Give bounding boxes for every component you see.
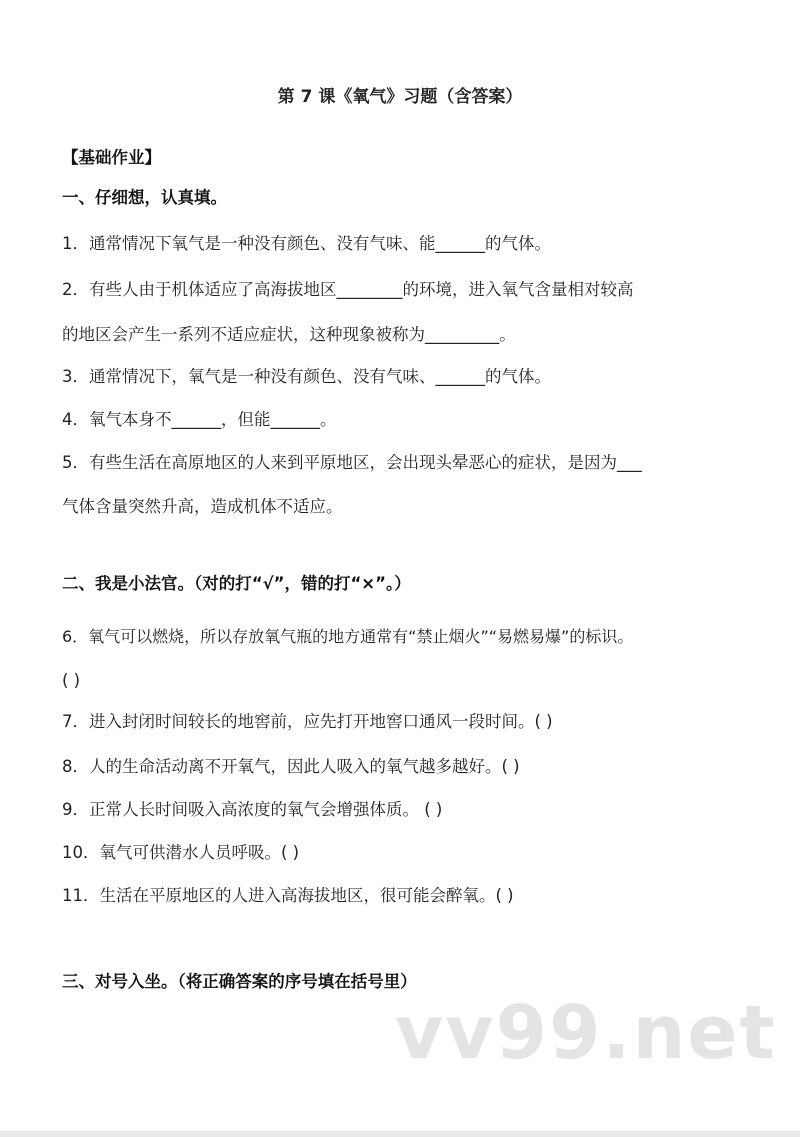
question-line: 7．进入封闭时间较长的地窖前，应先打开地窖口通风一段时间。( ) bbox=[62, 712, 553, 731]
question-line: 1．通常情况下氧气是一种没有颜色、没有气味、能______的气体。 bbox=[62, 234, 551, 253]
question-line: 5．有些生活在高原地区的人来到平原地区，会出现头晕恶心的症状，是因为___ bbox=[62, 453, 642, 472]
question-line: 4．氧气本身不______，但能______。 bbox=[62, 410, 337, 429]
question-line: 3．通常情况下，氧气是一种没有颜色、没有气味、______的气体。 bbox=[62, 367, 551, 386]
page-title: 第 7 课《氧气》习题（含答案） bbox=[277, 87, 523, 107]
question-line: 8．人的生命活动离不开氧气，因此人吸入的氧气越多越好。( ) bbox=[62, 757, 520, 776]
question-line: 6．氧气可以燃烧，所以存放氧气瓶的地方通常有“禁止烟火”“易燃易爆”的标识。 bbox=[62, 627, 634, 646]
question-line: 10．氧气可供潜水人员呼吸。( ) bbox=[62, 843, 300, 862]
page-bottom-edge bbox=[0, 1131, 800, 1137]
answer-bracket: ( ) bbox=[62, 671, 81, 690]
section-label: 【基础作业】 bbox=[62, 148, 161, 167]
question-line: 9．正常人长时间吸入高浓度的氧气会增强体质。 ( ) bbox=[62, 800, 443, 819]
part2-heading: 二、我是小法官。（对的打“√”，错的打“×”。） bbox=[62, 574, 411, 593]
question-line: 2．有些人由于机体适应了高海拔地区________的环境，进入氧气含量相对较高 bbox=[62, 280, 634, 299]
watermark: vv99.net bbox=[395, 990, 777, 1076]
question-line: 11．生活在平原地区的人进入高海拔地区，很可能会醉氧。( ) bbox=[62, 886, 514, 905]
part1-heading: 一、仔细想，认真填。 bbox=[62, 188, 227, 207]
question-line: 气体含量突然升高，造成机体不适应。 bbox=[62, 497, 343, 516]
question-line: 的地区会产生一系列不适应症状，这种现象被称为_________。 bbox=[62, 325, 516, 344]
part3-heading: 三、对号入坐。（将正确答案的序号填在括号里） bbox=[62, 972, 417, 991]
